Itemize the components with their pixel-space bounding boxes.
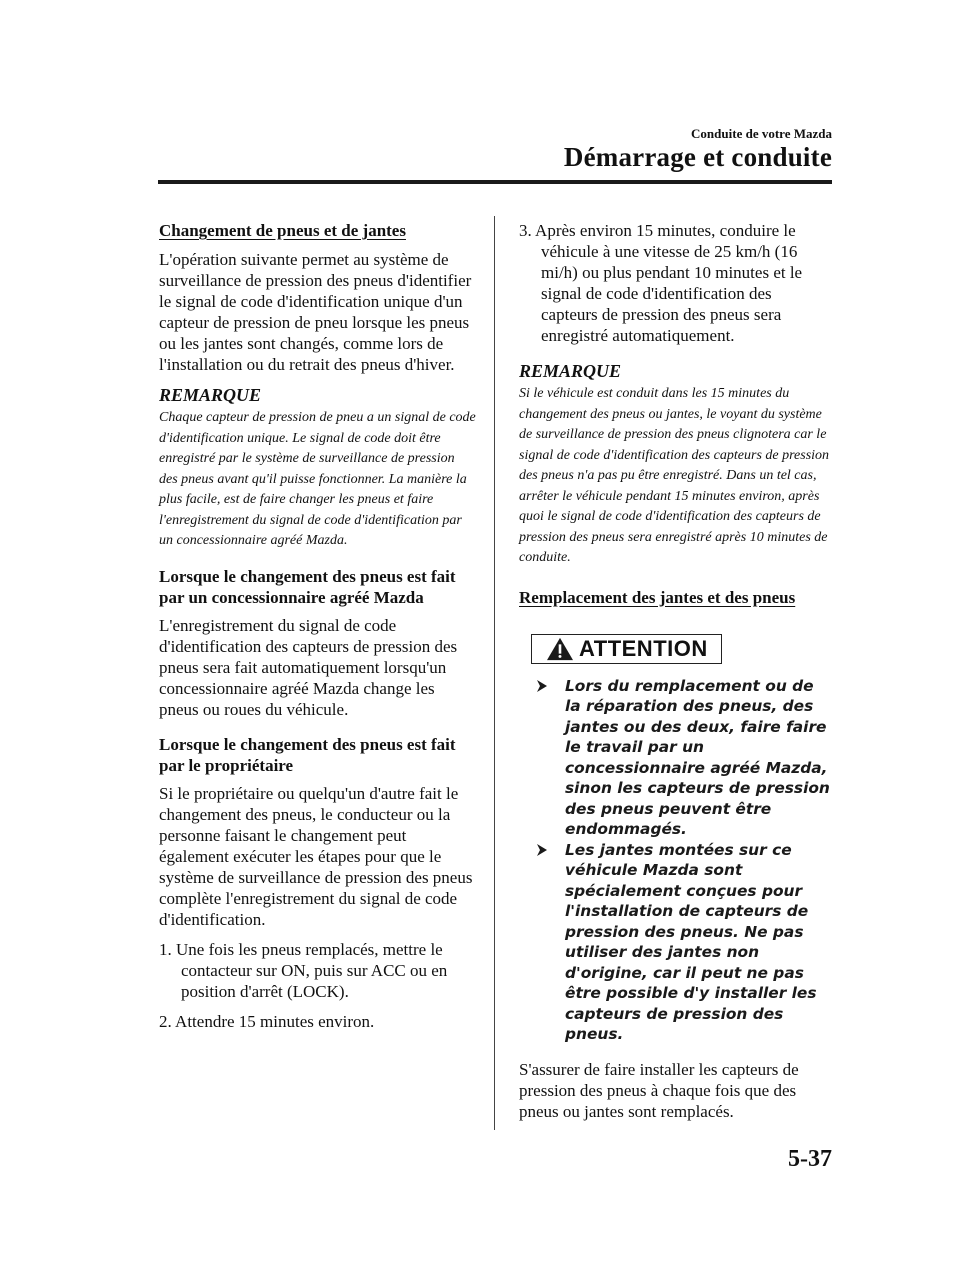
heading-wheel-replacement: Remplacement des jantes et des pneus <box>519 587 796 607</box>
attention-item <box>536 840 832 1045</box>
paragraph-closing: S'assurer de faire installer les capteurs de pression des pneus à chaque fois que des pneus ou jantes sont remplacés. <box>519 1059 799 1121</box>
step-2: 2. Attendre 15 minutes environ. <box>159 1011 375 1031</box>
paragraph-dealer: L'enregistrement du signal de code d'identification des capteurs de pression des pneus sera fait automatiquement lorsqu'un concessionnaire agréé Mazda change les pneus ou roues du véhicule. <box>159 615 458 719</box>
column-divider <box>494 216 495 1130</box>
heading-owner-change: Lorsque le changement des pneus est fait par le propriétaire <box>159 734 456 775</box>
arrow-bullet-icon <box>536 679 548 693</box>
heading-tire-change: Changement de pneus et de jantes <box>159 221 406 240</box>
attention-item <box>536 676 832 840</box>
header-section-label: Conduite de votre Mazda <box>691 126 832 141</box>
warning-icon <box>544 636 576 662</box>
attention-item-text: Lors du remplacement ou de la réparation des pneus, des jantes ou des deux, faire faire le travail par un concessionnaire agréé Mazda, sinon les capteurs de pression des pneus peuvent être endommagés. <box>565 676 830 838</box>
attention-item-text: Les jantes montées sur ce véhicule Mazda sont spécialement conçues pour l'installation de capteurs de pression des pneus. Ne pas utiliser des jantes non d'origine, car il peut ne pas être possible d'y installer les capteurs de pression des pneus. <box>565 840 817 1043</box>
header-divider <box>158 180 832 184</box>
heading-dealer-change: Lorsque le changement des pneus est fait par un concessionnaire agréé Mazda <box>159 566 456 607</box>
header-section-title: Démarrage et conduite <box>563 142 832 172</box>
note-text: Si le véhicule est conduit dans les 15 minutes du changement des pneus ou jantes, le voyant du système de surveillance de pression des pneus clignotera car le signal de code d'identification des capteurs de pression des pneus n'a pas pu être enregistré. Dans un tel cas, arrêter le véhicule pendant 15 minutes environ, après quoi le signal de code d'identification des capteurs de pression des pneus sera enregistré après 10 minutes de conduite. <box>519 386 830 565</box>
attention-label: ATTENTION <box>579 635 708 661</box>
step-3: 3. Après environ 15 minutes, conduire le véhicule à une vitesse de 25 km/h (16 mi/h) ou plus pendant 10 minutes et le signal de code d'identification des capteurs de pression des pneus sera enregistré automatiquement. <box>519 221 803 345</box>
attention-box <box>531 634 722 664</box>
left-column <box>159 220 476 1041</box>
page-number: 5-37 <box>788 1146 832 1172</box>
right-column <box>519 220 832 1131</box>
paragraph-intro: L'opération suivante permet au système de surveillance de pression des pneus d'identifier le signal de code d'identification unique d'un capteur de pression de pneu lorsque les pneus ou les jantes sont changés, comme lors de l'installation ou du retrait des pneus d'hiver. <box>159 250 472 374</box>
note-label: REMARQUE <box>519 361 622 381</box>
paragraph-owner: Si le propriétaire ou quelqu'un d'autre fait le changement des pneus, le conducteur ou la personne faisant le changement peut également exécuter les étapes pour que le système de surveillance de pression des pneus complète l'enregistrement du signal de code d'identification. <box>159 783 473 929</box>
step-1: 1. Une fois les pneus remplacés, mettre le contacteur sur ON, puis sur ACC ou en position d'arrêt (LOCK). <box>159 939 448 1001</box>
attention-list <box>519 676 832 1045</box>
arrow-bullet-icon <box>536 843 548 857</box>
note-label: REMARQUE <box>159 385 262 405</box>
note-text: Chaque capteur de pression de pneu a un signal de code d'identification unique. Le signal de code doit être enregistré par le système de surveillance de pression des pneus avant qu'il puisse fonctionner. La manière la plus facile, est de faire changer les pneus et faire l'enregistrement du signal de code d'identification par un concessionnaire agréé Mazda. <box>159 410 476 548</box>
